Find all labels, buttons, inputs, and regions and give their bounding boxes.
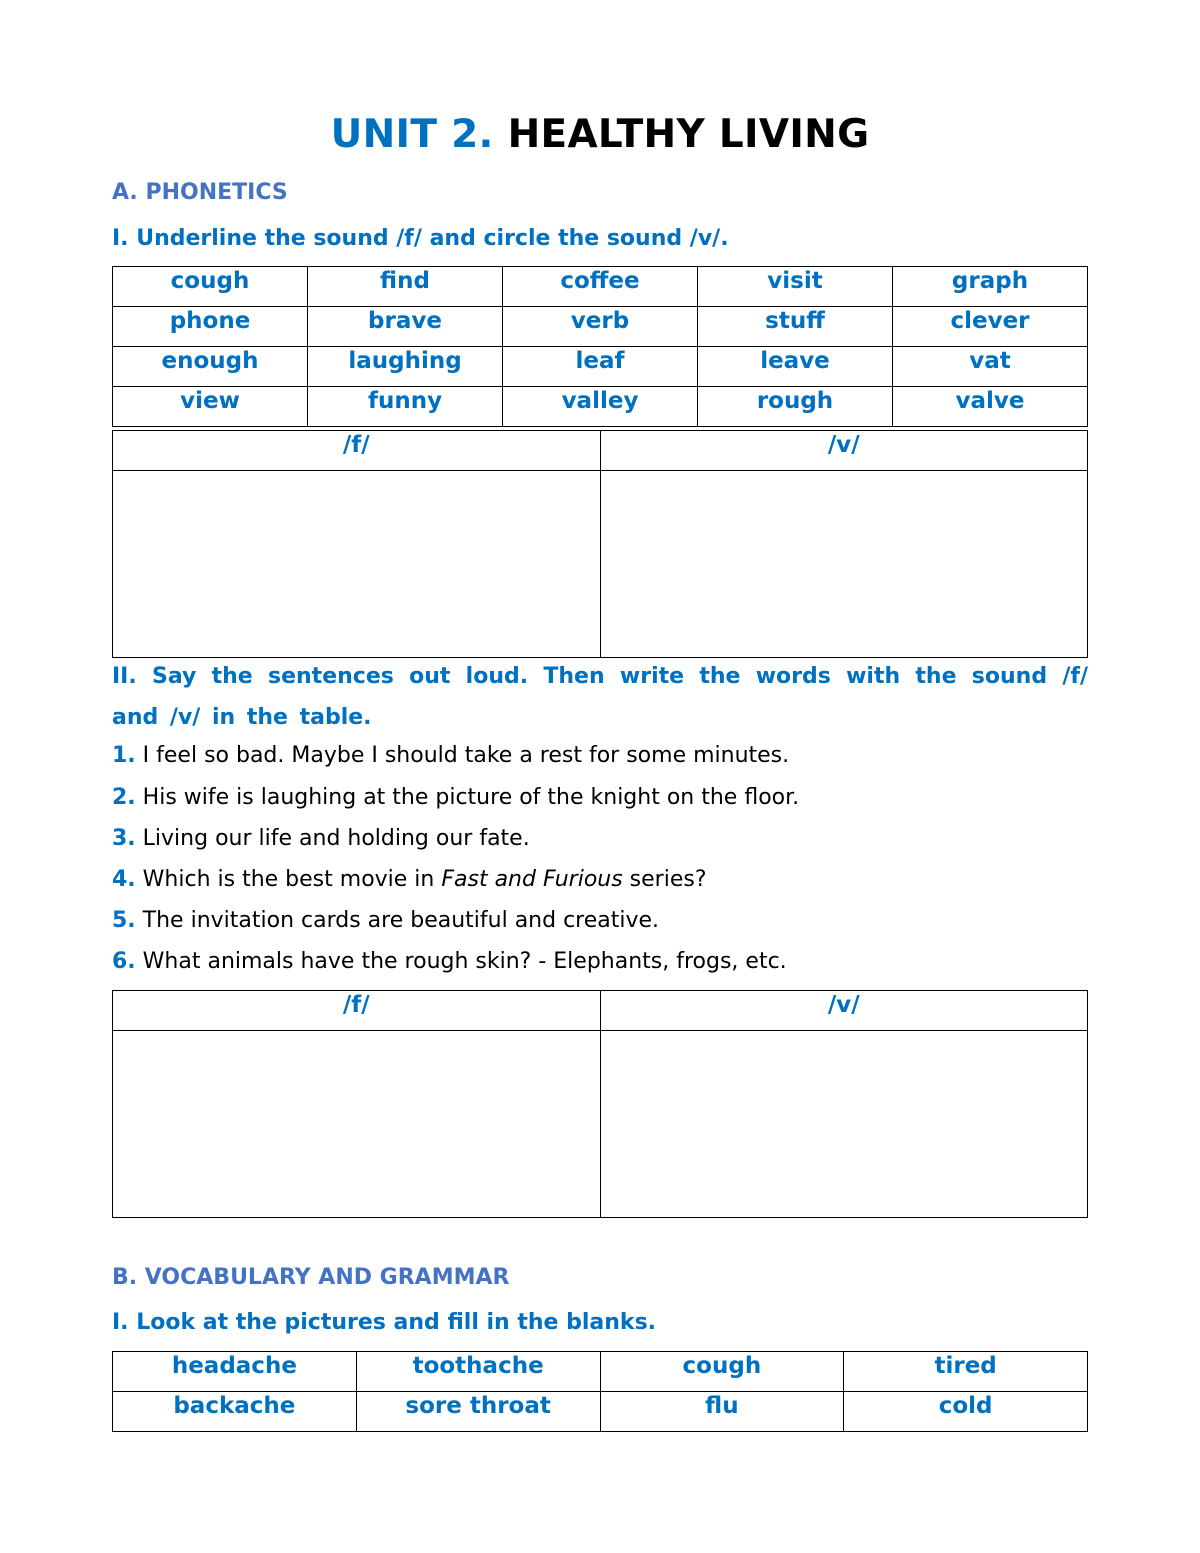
column-header-f: /f/ bbox=[113, 431, 601, 471]
column-header-f: /f/ bbox=[113, 991, 601, 1031]
word-cell: tired bbox=[844, 1352, 1088, 1392]
word-cell: flu bbox=[600, 1392, 844, 1432]
table-row bbox=[113, 1352, 1088, 1392]
page-title bbox=[0, 112, 1200, 157]
word-cell: laughing bbox=[308, 347, 503, 387]
sort-table-1 bbox=[112, 430, 1088, 658]
sentence-number: 5. bbox=[112, 908, 136, 933]
word-cell: rough bbox=[698, 387, 893, 427]
word-cell: clever bbox=[893, 307, 1088, 347]
sentence bbox=[112, 824, 530, 854]
word-cell: valve bbox=[893, 387, 1088, 427]
word-cell: leaf bbox=[503, 347, 698, 387]
table-row bbox=[113, 387, 1088, 427]
section-a-heading: A. PHONETICS bbox=[112, 180, 288, 205]
answer-cell-v[interactable] bbox=[600, 1031, 1088, 1218]
sentence-number: 3. bbox=[112, 826, 136, 851]
word-cell: toothache bbox=[356, 1352, 600, 1392]
table-row bbox=[113, 307, 1088, 347]
task-a2-instruction: II. Say the sentences out loud. Then write the words with the sound /f/ and /v/ in the table. bbox=[112, 664, 1088, 730]
word-cell: backache bbox=[113, 1392, 357, 1432]
word-cell: stuff bbox=[698, 307, 893, 347]
section-b-heading: B. VOCABULARY AND GRAMMAR bbox=[112, 1265, 510, 1290]
sentence bbox=[112, 947, 787, 977]
word-cell: view bbox=[113, 387, 308, 427]
answer-cell-v[interactable] bbox=[600, 471, 1088, 658]
word-cell: leave bbox=[698, 347, 893, 387]
word-cell: find bbox=[308, 267, 503, 307]
sentence bbox=[112, 783, 799, 813]
unit-title: HEALTHY LIVING bbox=[507, 112, 870, 157]
word-cell: enough bbox=[113, 347, 308, 387]
unit-label: UNIT 2. bbox=[330, 112, 494, 157]
table-row bbox=[113, 267, 1088, 307]
sort-table-2 bbox=[112, 990, 1088, 1218]
table-row bbox=[113, 347, 1088, 387]
word-cell: cold bbox=[844, 1392, 1088, 1432]
movie-title: Fast and Furious bbox=[441, 867, 623, 892]
vocabulary-word-table bbox=[112, 1351, 1088, 1432]
sentence-number: 6. bbox=[112, 949, 136, 974]
sentence bbox=[112, 865, 707, 895]
answer-cell-f[interactable] bbox=[113, 471, 601, 658]
table-row bbox=[113, 1031, 1088, 1218]
table-row bbox=[113, 1392, 1088, 1432]
sentence-text-after: series? bbox=[622, 867, 707, 892]
column-header-v: /v/ bbox=[600, 431, 1088, 471]
sentence-text: I feel so bad. Maybe I should take a rest for some minutes. bbox=[142, 743, 790, 768]
sentence bbox=[112, 741, 789, 771]
word-cell: cough bbox=[600, 1352, 844, 1392]
sentence-text: The invitation cards are beautiful and creative. bbox=[142, 908, 660, 933]
task-b1-instruction: I. Look at the pictures and fill in the blanks. bbox=[112, 1310, 657, 1335]
sentence-number: 2. bbox=[112, 785, 136, 810]
word-cell: visit bbox=[698, 267, 893, 307]
word-cell: headache bbox=[113, 1352, 357, 1392]
word-cell: brave bbox=[308, 307, 503, 347]
column-header-v: /v/ bbox=[600, 991, 1088, 1031]
table-row bbox=[113, 991, 1088, 1031]
word-cell: vat bbox=[893, 347, 1088, 387]
sentence-number: 4. bbox=[112, 867, 136, 892]
phonetics-word-table bbox=[112, 266, 1088, 427]
answer-cell-f[interactable] bbox=[113, 1031, 601, 1218]
sentence bbox=[112, 906, 659, 936]
word-cell: valley bbox=[503, 387, 698, 427]
sentence-text: Living our life and holding our fate. bbox=[142, 826, 530, 851]
word-cell: verb bbox=[503, 307, 698, 347]
sentence-number: 1. bbox=[112, 743, 136, 768]
table-row bbox=[113, 431, 1088, 471]
word-cell: graph bbox=[893, 267, 1088, 307]
sentence-text: His wife is laughing at the picture of the knight on the floor. bbox=[142, 785, 800, 810]
sentence-text: What animals have the rough skin? - Elephants, frogs, etc. bbox=[142, 949, 787, 974]
word-cell: funny bbox=[308, 387, 503, 427]
word-cell: coffee bbox=[503, 267, 698, 307]
table-row bbox=[113, 471, 1088, 658]
word-cell: sore throat bbox=[356, 1392, 600, 1432]
sentence-text-before: Which is the best movie in bbox=[142, 867, 442, 892]
word-cell: cough bbox=[113, 267, 308, 307]
task-a1-instruction: I. Underline the sound /f/ and circle the sound /v/. bbox=[112, 226, 729, 251]
word-cell: phone bbox=[113, 307, 308, 347]
